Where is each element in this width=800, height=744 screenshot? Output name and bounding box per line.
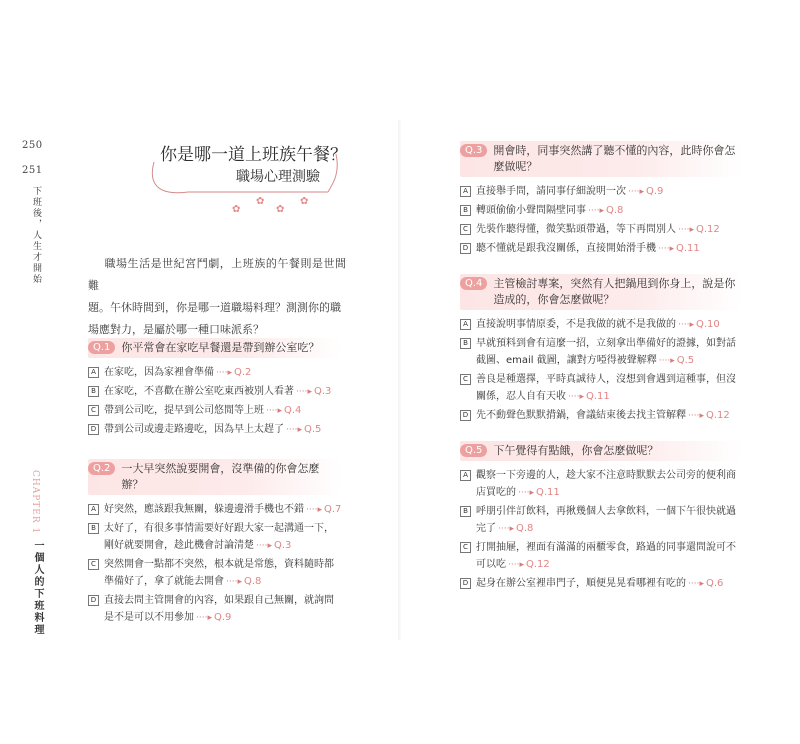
dotted-arrow-icon: ····▸ [498,524,514,534]
option-c[interactable] [88,556,342,591]
dotted-arrow-icon: ····▸ [678,320,694,330]
question-header [460,141,742,177]
option-letter-box: D [88,424,99,435]
option-text: 觀察一下旁邊的人，趁大家不注意時默默去公司旁的便利商店買吃的 [476,470,736,498]
question-text: 下午覺得有點餓，你會怎麼做呢？ [493,444,659,457]
option-text: 早就預料到會有這麼一招，立刻拿出準備好的證據，如對話截圖、email 截圖，讓對方啞得被聲解釋 [476,338,736,366]
option-letter-box: A [88,504,99,515]
dotted-arrow-icon: ····▸ [518,488,534,498]
goto-label: Q.8 [243,576,262,587]
option-text: 在家吃，不喜歡在辦公室吃東西被別人看著 [104,386,294,397]
goto-label: Q.11 [585,391,610,402]
option-letter-box: C [88,405,99,416]
option-letter-box: A [460,470,471,481]
option-text: 好突然，應該跟我無關，躲邊邊滑手機也不錯 [104,504,304,515]
question-badge: Q.1 [88,341,115,354]
option-letter-box: D [460,243,471,254]
option-letter-box: B [88,386,99,397]
question-block-q5 [460,441,742,593]
option-d[interactable] [460,240,742,258]
option-letter-box: B [460,338,471,349]
goto-label: Q.12 [525,559,550,570]
option-a[interactable] [88,501,342,519]
goto-label: Q.9 [213,612,232,623]
goto-label: Q.10 [695,319,720,330]
option-text: 在家吃，因為家裡會準備 [104,367,214,378]
chapter-title: 一個人的下班料理 [32,540,43,636]
dotted-arrow-icon: ····▸ [508,560,524,570]
option-text: 先不動聲色默默揹鍋，會議結束後去找主管解釋 [476,410,686,421]
question-header [460,274,742,310]
dotted-arrow-icon: ····▸ [256,541,272,551]
goto-label: Q.11 [535,487,560,498]
option-c[interactable] [460,221,742,239]
page-number-left: 250 [22,140,43,151]
dotted-arrow-icon: ····▸ [658,356,675,366]
option-a[interactable] [460,467,742,502]
flower-icon: ✿ [256,196,265,207]
question-text: 你平常會在家吃早餐還是帶到辦公室吃？ [121,341,320,354]
option-letter-box: A [460,319,471,330]
flower-icon: ✿ [276,204,285,215]
title-line-1: 你是哪一道上班族午餐？ [160,145,347,165]
option-a[interactable] [460,183,742,201]
dotted-arrow-icon: ····▸ [306,505,322,515]
option-c[interactable] [460,539,742,574]
option-letter-box: D [460,410,471,421]
goto-label: Q.2 [233,367,252,378]
question-block-q3 [460,141,742,258]
title-line-2: 職場心理測驗 [236,169,320,185]
goto-label: Q.6 [705,578,724,589]
option-text: 善良是種選擇，平時真誠待人，沒想到會遇到這種事，但沒關係，忍人自有天收 [476,374,736,402]
goto-label: Q.8 [605,205,624,216]
option-b[interactable] [88,520,342,555]
book-gutter [398,120,402,640]
option-text: 呼朋引伴訂飲料，再揪幾個人去拿飲料，一個下午很快就過完了 [476,506,736,534]
option-letter-box: C [460,224,471,235]
option-text: 直接說明事情原委，不是我做的就不是我做的 [476,319,676,330]
dotted-arrow-icon: ····▸ [588,206,604,216]
intro-paragraph [88,253,346,341]
option-letter-box: A [460,186,471,197]
intro-line: 職場生活是世紀宮鬥劇，上班族的午餐則是世間難 [88,257,346,292]
goto-label: Q.11 [675,243,700,254]
goto-label: Q.5 [676,355,695,366]
option-text: 帶到公司或邊走路邊吃，因為早上太趕了 [104,424,284,435]
dotted-arrow-icon: ····▸ [196,613,212,623]
option-letter-box: C [460,542,471,553]
option-a[interactable] [460,316,742,334]
option-text: 打開抽屜，裡面有滿滿的兩櫃零食，路過的同事還問說可不可以吃 [476,542,736,570]
option-d[interactable] [460,407,742,425]
page-number-right: 251 [22,165,43,176]
question-header [88,459,342,495]
flower-icon: ✿ [300,196,309,207]
option-text: 帶到公司吃，提早到公司悠閒等上班 [104,405,264,416]
option-b[interactable] [88,383,342,401]
option-text: 聽不懂就是跟我沒關係，直接開始滑手機 [476,243,656,254]
goto-label: Q.12 [695,224,720,235]
dotted-arrow-icon: ····▸ [688,579,704,589]
option-b[interactable] [460,202,742,220]
option-d[interactable] [460,575,742,593]
option-text: 突然開會一點都不突然，根本就是常態，資料隨時都準備好了，拿了就能去開會 [104,559,334,587]
goto-label: Q.3 [273,540,292,551]
option-d[interactable] [88,592,342,627]
goto-label: Q.12 [705,410,730,421]
flower-icon: ✿ [232,204,241,215]
intro-line: 題。午休時間到，你是哪一道職場料理？測測你的職 [88,301,341,314]
option-text: 直接舉手問，請同事仔細說明一次 [476,186,626,197]
intro-line: 場應對力，是屬於哪一種口味派系？ [88,323,264,336]
question-badge: Q.4 [460,277,487,290]
dotted-arrow-icon: ····▸ [216,368,232,378]
goto-label: Q.8 [515,523,534,534]
option-letter-box: B [88,523,99,534]
option-letter-box: D [88,595,99,606]
option-text: 起身在辦公室裡串門子，順便晃晃看哪裡有吃的 [476,578,686,589]
option-c[interactable] [88,402,342,420]
dotted-arrow-icon: ····▸ [688,411,704,421]
question-text: 主管檢討專案，突然有人把鍋甩到你身上，說是你造成的，你會怎麼做呢？ [493,277,736,306]
option-c[interactable] [460,371,742,406]
option-b[interactable] [460,335,742,370]
dotted-arrow-icon: ····▸ [286,425,302,435]
dotted-arrow-icon: ····▸ [658,244,674,254]
option-text: 轉頭偷偷小聲問隔壁同事 [476,205,586,216]
option-b[interactable] [460,503,742,538]
goto-label: Q.7 [323,504,342,515]
question-block-q2 [88,459,342,627]
option-letter-box: B [460,205,471,216]
question-header [88,338,342,358]
question-header [460,441,742,461]
option-text: 太好了，有很多事情需要好好跟大家一起溝通一下，剛好就要開會，趁此機會討論清楚 [104,523,334,551]
question-text: 一大早突然說要開會，沒準備的你會怎麼辦？ [121,462,320,491]
goto-label: Q.4 [283,405,302,416]
title-swoosh-icon [148,154,338,204]
goto-label: Q.9 [645,186,664,197]
option-letter-box: C [460,374,471,385]
question-badge: Q.2 [88,462,115,475]
running-head: 下班後，人生才開始 [31,186,41,285]
question-block-q4 [460,274,742,425]
option-d[interactable] [88,421,342,439]
question-badge: Q.3 [460,144,487,157]
dotted-arrow-icon: ····▸ [628,187,644,197]
option-text: 直接去問主管開會的內容，如果跟自己無關，就詢問是不是可以不用參加 [104,595,334,623]
question-block-q1 [88,338,342,439]
option-letter-box: B [460,506,471,517]
dotted-arrow-icon: ····▸ [678,225,694,235]
dotted-arrow-icon: ····▸ [296,387,312,397]
option-text: 先裝作聽得懂，微笑點頭帶過，等下再問別人 [476,224,676,235]
dotted-arrow-icon: ····▸ [226,577,242,587]
question-text: 開會時，同事突然講了聽不懂的內容，此時你會怎麼做呢？ [493,144,736,173]
option-letter-box: D [460,578,471,589]
goto-label: Q.5 [303,424,322,435]
goto-label: Q.3 [313,386,332,397]
chapter-label: CHAPTER 1 [30,470,40,535]
quiz-title [148,136,347,236]
option-letter-box: A [88,367,99,378]
option-a[interactable] [88,364,342,382]
option-letter-box: C [88,559,99,570]
question-badge: Q.5 [460,444,487,457]
dotted-arrow-icon: ····▸ [266,406,282,416]
dotted-arrow-icon: ····▸ [568,392,584,402]
